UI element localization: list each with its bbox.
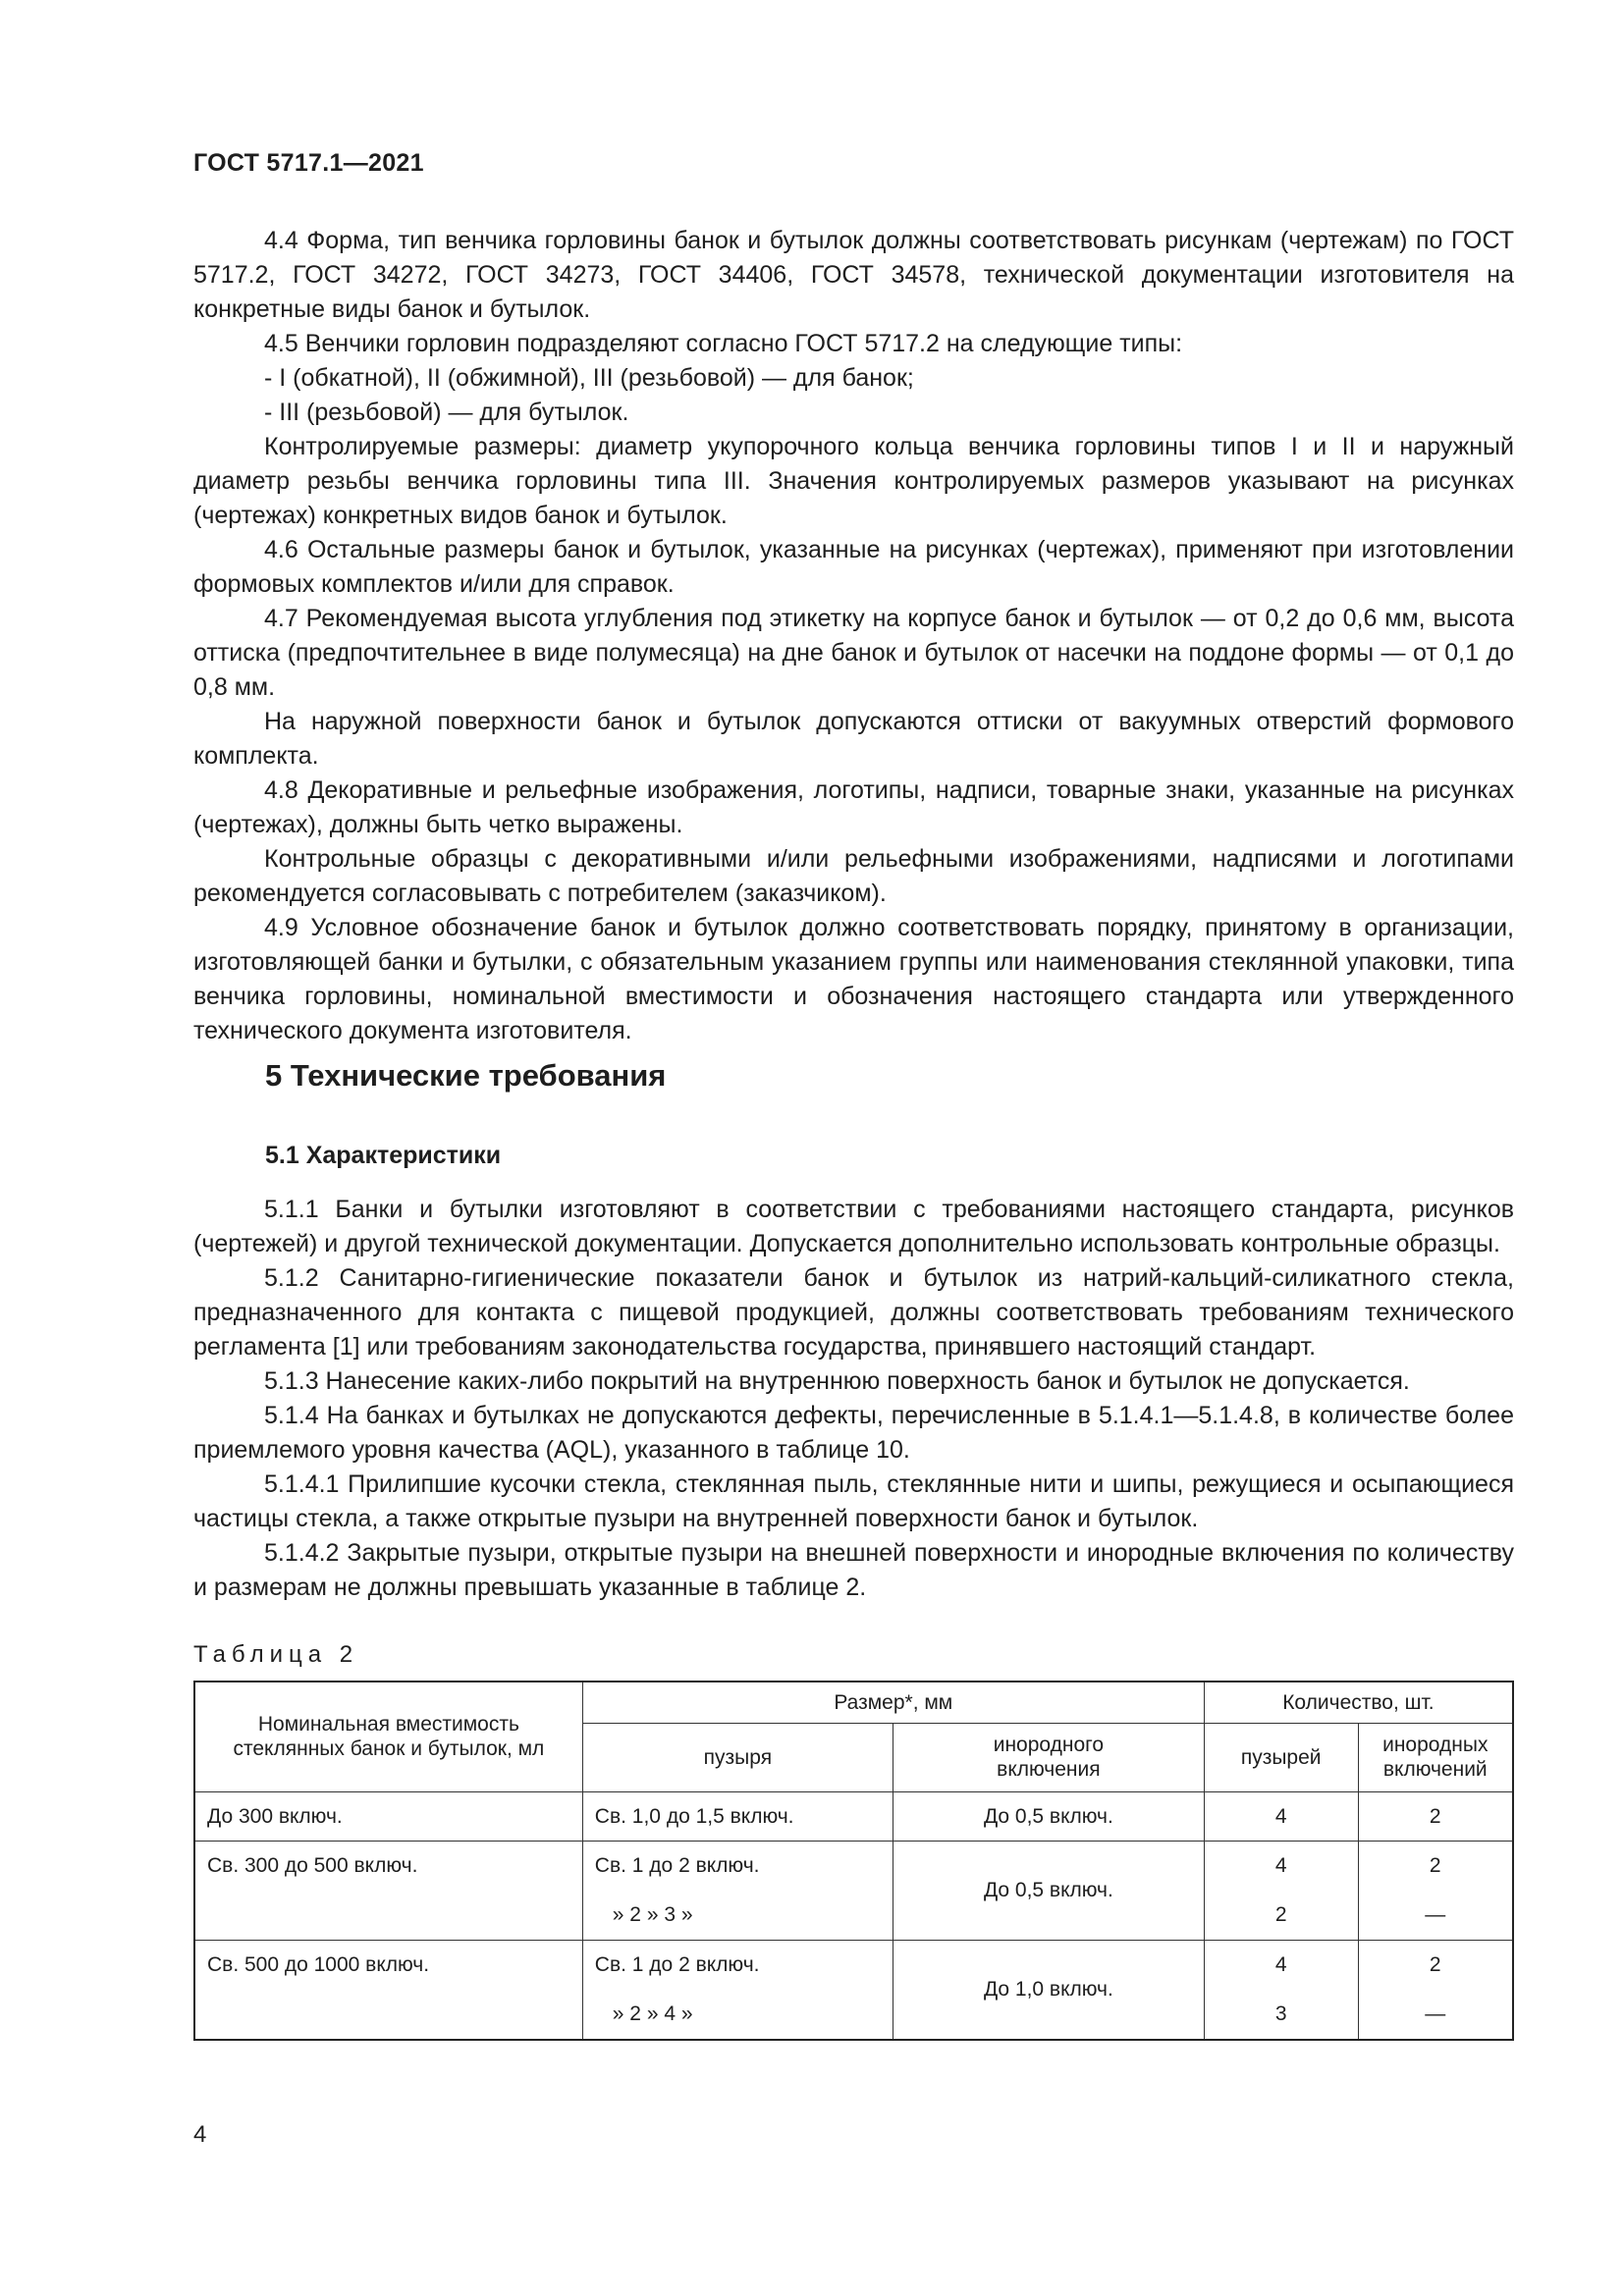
cell-capacity [194, 1940, 582, 2040]
cell-qty-inclusions: 2 [1358, 1791, 1513, 1841]
bubbles-line: » 2 » 4 » [612, 2002, 693, 2025]
list-item-bottles: - III (резьбовой) — для бутылок. [264, 399, 629, 426]
cell-bubbles [582, 1841, 893, 1940]
table-row [194, 1791, 1513, 1841]
paragraph-5-1-3: 5.1.3 Нанесение каких-либо покрытий на внутреннюю поверхность банок и бутылок не допускается. [264, 1367, 1410, 1395]
header-inclusions: инородного включения [893, 1723, 1204, 1791]
cell-qty-bubbles [1204, 1940, 1358, 2040]
qty-line: — [1425, 2002, 1446, 2025]
qty-line: 3 [1274, 2002, 1287, 2025]
subsection-title: 5.1 Характеристики [265, 1142, 502, 1169]
header-bubbles: пузыря [582, 1723, 893, 1791]
cell-inclusion: До 1,0 включ. [893, 1940, 1204, 2040]
document-header: ГОСТ 5717.1—2021 [193, 149, 424, 177]
paragraph-5-1-2: 5.1.2 Санитарно-гигиенические показатели банок и бутылок из натрий-кальций-силикатного стекла, предназначенного для контакта с пищевой продукцией, должны соответствовать требованиям технического регламента [1] или требованиям законодательства государства, принявшего настоящий стандарт. [193, 1264, 1514, 1361]
cell-qty-inclusions [1358, 1841, 1513, 1940]
cell-qty-inclusions [1358, 1940, 1513, 2040]
paragraph-4-9: 4.9 Условное обозначение банок и бутылок должно соответствовать порядку, принятому в организации, изготовляющей банки и бутылки, с обязательным указанием группы или наименования стеклянной упаковки, типа венчика горловины, номинальной вместимости и обозначения настоящего стандарта или утвержденного технического документа изготовителя. [193, 914, 1514, 1044]
cell-inclusion: До 0,5 включ. [893, 1791, 1204, 1841]
paragraph-vacuum-imprints: На наружной поверхности банок и бутылок допускаются оттиски от вакуумных отверстий формового комплекта. [193, 708, 1514, 770]
header-qty-group: Количество, шт. [1204, 1682, 1513, 1723]
bubbles-line: » 2 » 3 » [612, 1902, 693, 1926]
cell-qty-bubbles [1204, 1841, 1358, 1940]
paragraph-4-7: 4.7 Рекомендуемая высота углубления под этикетку на корпусе банок и бутылок — от 0,2 до 0,6 мм, высота оттиска (предпочтительнее в виде полумесяца) на дне банок и бутылок от насечки на поддоне формы — от 0,1 до 0,8 мм. [193, 605, 1514, 701]
section-title: 5 Технические требования [265, 1058, 667, 1093]
body-text-bottom [193, 1193, 1514, 1605]
qty-line: 4 [1274, 1952, 1287, 1976]
capacity-text: Св. 500 до 1000 включ. [207, 1952, 430, 1976]
qty-line: 2 [1274, 1902, 1287, 1926]
defects-table [193, 1681, 1514, 2041]
qty-line: 4 [1274, 1853, 1287, 1877]
cell-bubbles [582, 1940, 893, 2040]
table-row [194, 1940, 1513, 2040]
header-qty-bubbles: пузырей [1204, 1723, 1358, 1791]
qty-line: 2 [1429, 1952, 1441, 1976]
bubbles-line: Св. 1 до 2 включ. [594, 1853, 760, 1877]
qty-line: 2 [1429, 1853, 1441, 1877]
paragraph-5-1-4-1: 5.1.4.1 Прилипшие кусочки стекла, стеклянная пыль, стеклянные нити и шипы, режущиеся и осыпающиеся частицы стекла, а также открытые пузыри на внутренней поверхности банок и бутылок. [193, 1470, 1514, 1532]
page-number: 4 [193, 2121, 207, 2148]
paragraph-4-5: 4.5 Венчики горловин подразделяют согласно ГОСТ 5717.2 на следующие типы: [264, 330, 1183, 357]
table-row [194, 1841, 1513, 1940]
header-size-group: Размер*, мм [582, 1682, 1204, 1723]
bubbles-line: Св. 1 до 2 включ. [594, 1952, 760, 1976]
cell-inclusion: До 0,5 включ. [893, 1841, 1204, 1940]
paragraph-control-samples: Контрольные образцы с декоративными и/или рельефными изображениями, надписями и логотипами рекомендуется согласовывать с потребителем (заказчиком). [193, 845, 1514, 907]
list-item-jars: - I (обкатной), II (обжимной), III (резьбовой) — для банок; [264, 364, 914, 392]
paragraph-4-8: 4.8 Декоративные и рельефные изображения, логотипы, надписи, товарные знаки, указанные на рисунках (чертежах), должны быть четко выражены. [193, 776, 1514, 838]
qty-line: — [1425, 1902, 1446, 1926]
paragraph-5-1-4: 5.1.4 На банках и бутылках не допускаются дефекты, перечисленные в 5.1.4.1—5.1.4.8, в количестве более приемлемого уровня качества (AQL), указанного в таблице 10. [193, 1402, 1514, 1464]
paragraph-controlled-sizes: Контролируемые размеры: диаметр укупорочного кольца венчика горловины типов I и II и наружный диаметр резьбы венчика горловины типа III. Значения контролируемых размеров указывают на рисунках (чертежах) конкретных видов банок и бутылок. [193, 433, 1514, 529]
cell-bubbles: Св. 1,0 до 1,5 включ. [582, 1791, 893, 1841]
cell-qty-bubbles: 4 [1204, 1791, 1358, 1841]
header-qty-inclusions: инородных включений [1358, 1723, 1513, 1791]
paragraph-4-4: 4.4 Форма, тип венчика горловины банок и бутылок должны соответствовать рисункам (чертежам) по ГОСТ 5717.2, ГОСТ 34272, ГОСТ 34273, ГОСТ 34406, ГОСТ 34578, технической документации изготовителя на конкретные виды банок и бутылок. [193, 227, 1514, 323]
paragraph-5-1-4-2: 5.1.4.2 Закрытые пузыри, открытые пузыри на внешней поверхности и инородные включения по количеству и размерам не должны превышать указанные в таблице 2. [193, 1539, 1514, 1601]
header-capacity: Номинальная вместимость стеклянных банок и бутылок, мл [194, 1682, 582, 1791]
cell-capacity [194, 1841, 582, 1940]
paragraph-4-6: 4.6 Остальные размеры банок и бутылок, указанные на рисунках (чертежах), применяют при изготовлении формовых комплектов и/или для справок. [193, 536, 1514, 598]
body-text-top [193, 224, 1514, 1048]
cell-capacity: До 300 включ. [194, 1791, 582, 1841]
table-caption: Таблица 2 [193, 1641, 359, 1668]
paragraph-5-1-1: 5.1.1 Банки и бутылки изготовляют в соответствии с требованиями настоящего стандарта, рисунков (чертежей) и другой технической документации. Допускается дополнительно использовать контрольные образцы. [193, 1196, 1514, 1257]
capacity-text: Св. 300 до 500 включ. [207, 1853, 418, 1877]
